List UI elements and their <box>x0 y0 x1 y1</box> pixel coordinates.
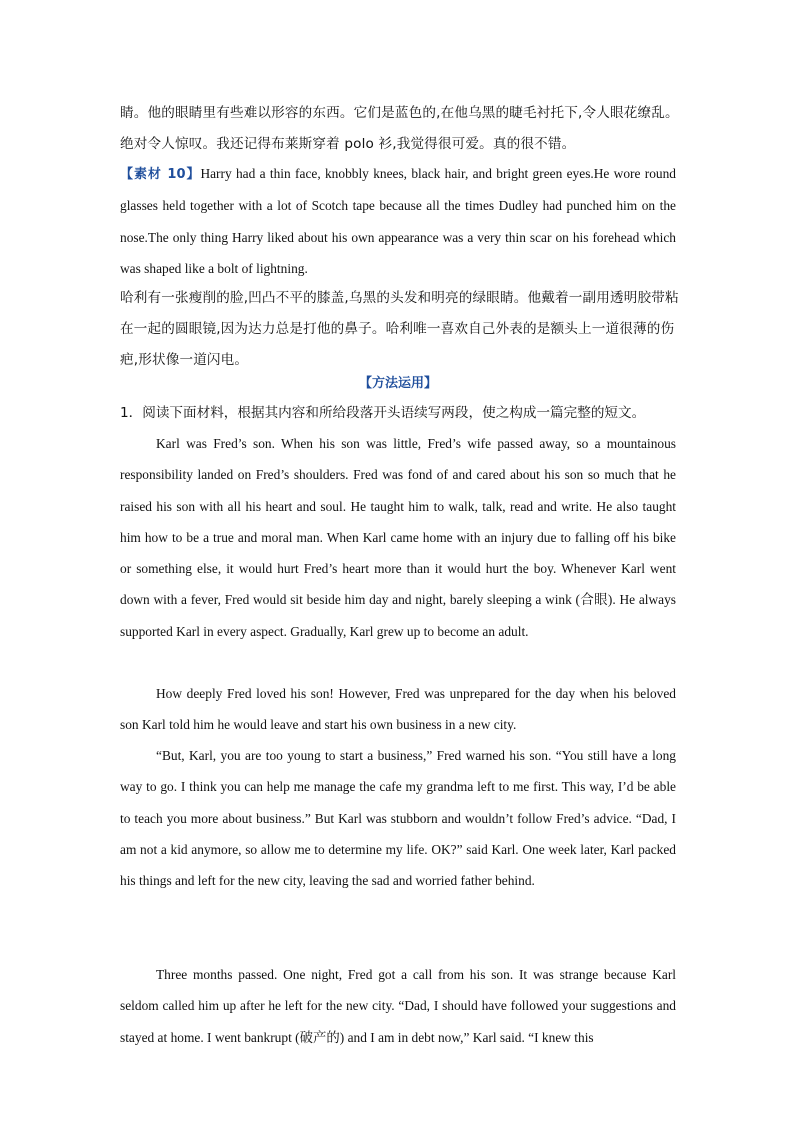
story-paragraph-3: “But, Karl, you are too young to start a business,” Fred warned his son. “You still have a long way to go. I think you can help me manage the cafe my grandma left to me first. This way, I’d be able to teach you more about business.” But Karl was stubborn and wouldn’t follow Fred’s advice. “Dad, I am not a kid anymore, so allow me to determine my life. OK?” said Karl. One week later, Karl packed his things and left for the new city, leaving the sad and worried father behind. <box>120 748 676 889</box>
material-10-english-text: Harry had a thin face, knobbly knees, black hair, and bright green eyes.He wore round glasses held together with a lot of Scotch tape because all the times Dudley had punched him on the nose.The only thing Harry liked about his own appearance was a very thin scar on his forehead which was shaped like a bolt of lightning. <box>120 166 677 276</box>
section-heading: 【方法运用】 <box>358 376 437 391</box>
passage-line-1: 睛。他的眼睛里有些难以形容的东西。它们是蓝色的,在他乌黑的睫毛衬托下,令人眼花缭乱。 <box>120 105 679 121</box>
material-10-english <box>120 158 676 284</box>
story-paragraph-2: How deeply Fred loved his son! However, Fred was unprepared for the day when his beloved son Karl told him he would leave and start his own business in a new city. <box>120 686 676 733</box>
material-10-chinese: 哈利有一张瘦削的脸,凹凸不平的膝盖,乌黑的头发和明亮的绿眼睛。他戴着一副用透明胶带粘在一起的圆眼镜,因为达力总是打他的鼻子。哈利唯一喜欢自己外表的是额头上一道很薄的伤疤,形状像一道闪电。 <box>120 290 679 368</box>
story-paragraph-4: Three months passed. One night, Fred got a call from his son. It was strange because Karl seldom called him up after he left for the new city. “Dad, I should have followed your suggestions and stayed at home. I went bankrupt (破产的) and I am in debt now,” Karl said. “I knew this <box>120 967 676 1045</box>
story-paragraph-1: Karl was Fred’s son. When his son was little, Fred’s wife passed away, so a mountainous responsibility landed on Fred’s shoulders. Fred was fond of and cared about his son so much that he raised his son with all his heart and soul. He taught him to walk, talk, read and write. He also taught him how to be a true and moral man. When Karl came home with an injury due to falling off his bike or something else, it would hurt Fred’s heart more than it would hurt the boy. Whenever Karl went down with a fever, Fred would sit beside him day and night, barely sleeping a wink (合眼). He always supported Karl in every aspect. Gradually, Karl grew up to become an adult. <box>120 436 676 639</box>
task-instruction: 1．阅读下面材料，根据其内容和所给段落开头语续写两段，使之构成一篇完整的短文。 <box>120 405 646 421</box>
material-10-tag: 【素材 10】 <box>120 167 201 182</box>
passage-line-2: 绝对令人惊叹。我还记得布莱斯穿着 polo 衫,我觉得很可爱。真的很不错。 <box>120 136 576 152</box>
